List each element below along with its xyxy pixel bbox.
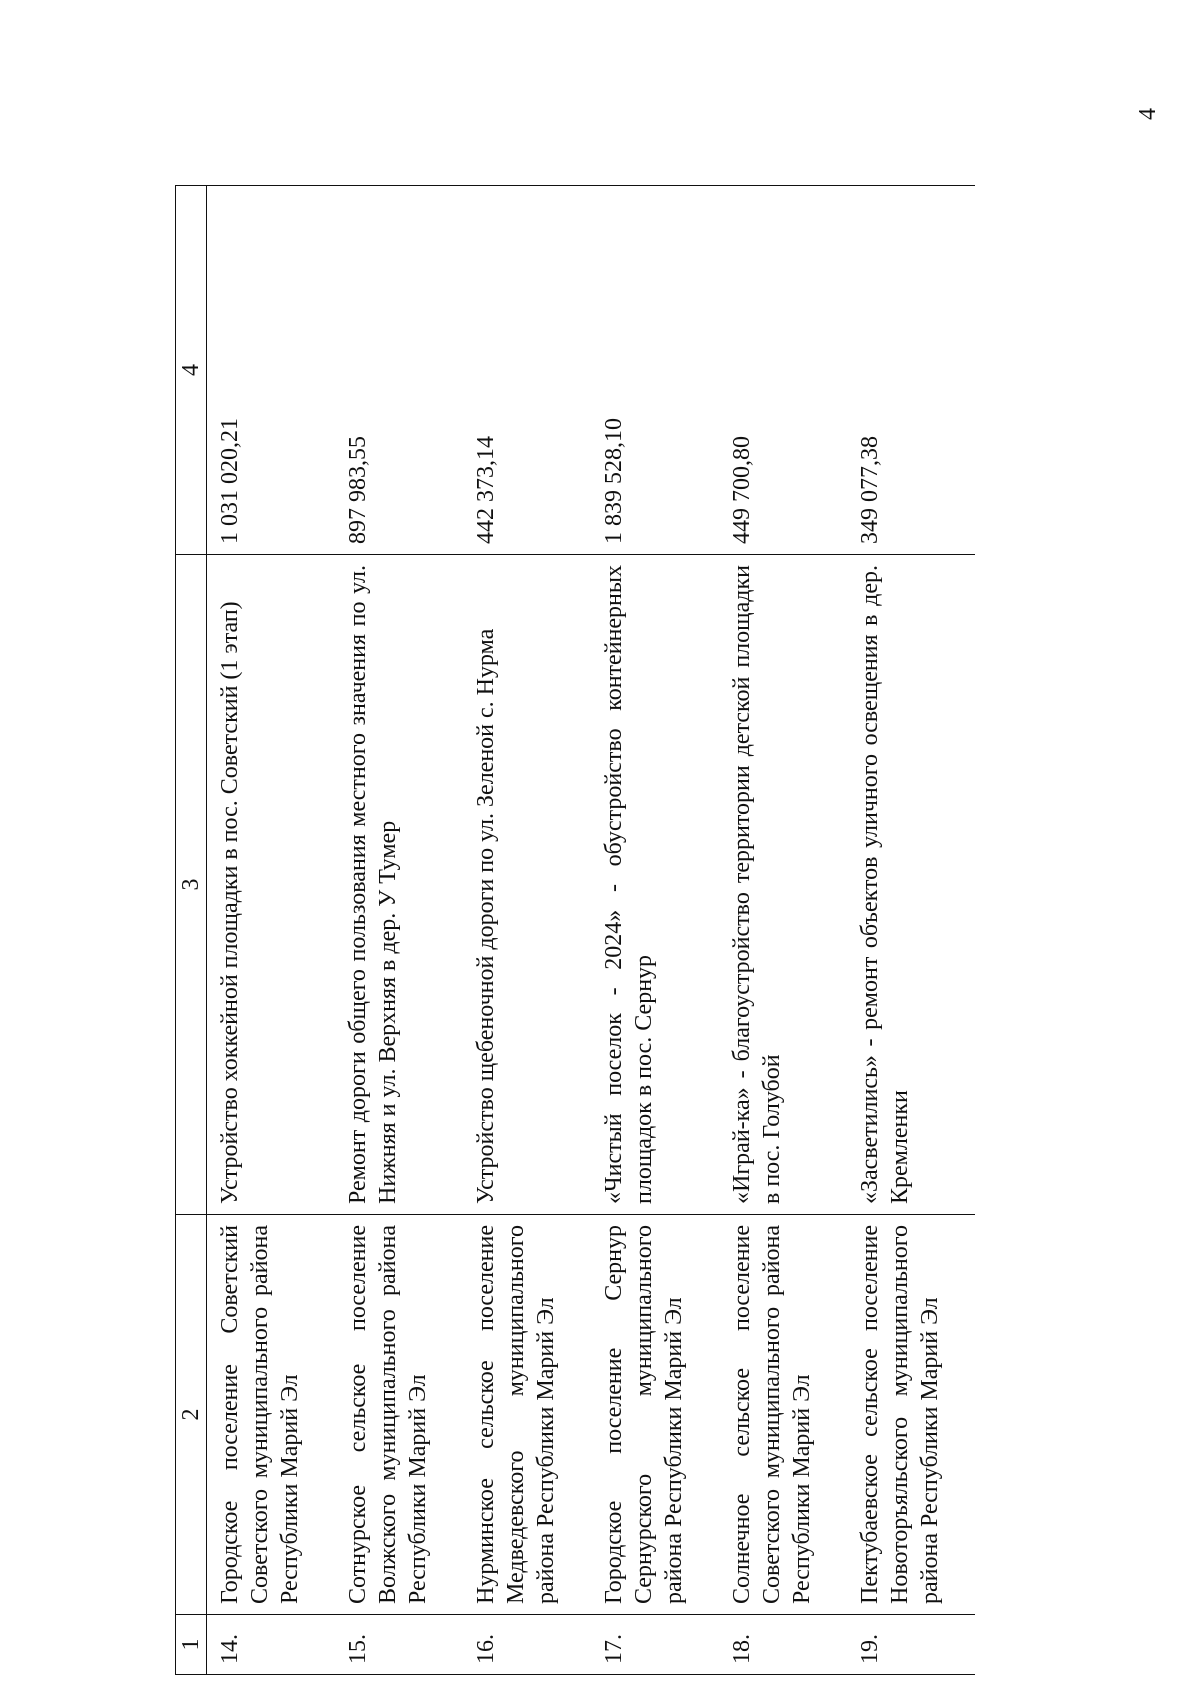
row-number: 17. bbox=[591, 1615, 719, 1675]
amount-cell: 1 031 020,21 bbox=[207, 186, 336, 555]
rotated-table-container bbox=[175, 185, 1015, 1675]
column-header-1: 1 bbox=[176, 1615, 207, 1675]
table-row bbox=[207, 186, 336, 1675]
row-number: 16. bbox=[463, 1615, 591, 1675]
amount-cell: 349 077,38 bbox=[847, 186, 975, 555]
row-number: 18. bbox=[719, 1615, 847, 1675]
table-header-row bbox=[176, 186, 207, 1675]
page-number: 4 bbox=[1135, 108, 1161, 120]
project-cell: Устройство щебеночной дороги по ул. Зеленой с. Нурма bbox=[463, 555, 591, 1215]
amount-cell: 449 700,80 bbox=[719, 186, 847, 555]
municipality-cell: Пектубаевское сельское поселение Новоторъяльского муниципального района Республики Марий Эл bbox=[847, 1215, 975, 1615]
table-row bbox=[847, 186, 975, 1675]
grants-table bbox=[175, 185, 975, 1675]
row-number: 19. bbox=[847, 1615, 975, 1675]
project-cell: Устройство хоккейной площадки в пос. Советский (1 этап) bbox=[207, 555, 336, 1215]
table-row bbox=[591, 186, 719, 1675]
table-row bbox=[335, 186, 463, 1675]
table-row bbox=[463, 186, 591, 1675]
municipality-cell: Городское поселение Советский Советского муниципального района Республики Марий Эл bbox=[207, 1215, 336, 1615]
municipality-cell: Нурминское сельское поселение Медведевского муниципального района Республики Марий Эл bbox=[463, 1215, 591, 1615]
project-cell: «Играй-ка» - благоустройство территории детской площадки в пос. Голубой bbox=[719, 555, 847, 1215]
amount-cell: 1 839 528,10 bbox=[591, 186, 719, 555]
column-header-3: 3 bbox=[176, 555, 207, 1215]
column-header-4: 4 bbox=[176, 186, 207, 555]
amount-cell: 442 373,14 bbox=[463, 186, 591, 555]
municipality-cell: Сотнурское сельское поселение Волжского муниципального района Республики Марий Эл bbox=[335, 1215, 463, 1615]
column-header-2: 2 bbox=[176, 1215, 207, 1615]
amount-cell: 897 983,55 bbox=[335, 186, 463, 555]
row-number: 15. bbox=[335, 1615, 463, 1675]
row-number: 14. bbox=[207, 1615, 336, 1675]
table-row bbox=[719, 186, 847, 1675]
municipality-cell: Солнечное сельское поселение Советского муниципального района Республики Марий Эл bbox=[719, 1215, 847, 1615]
project-cell: «Чистый поселок - 2024» - обустройство контейнерных площадок в пос. Сернур bbox=[591, 555, 719, 1215]
project-cell: «Засветились» - ремонт объектов уличного освещения в дер. Кремленки bbox=[847, 555, 975, 1215]
project-cell: Ремонт дороги общего пользования местного значения по ул. Нижняя и ул. Верхняя в дер. У Тумер bbox=[335, 555, 463, 1215]
municipality-cell: Городское поселение Сернур Сернурского муниципального района Республики Марий Эл bbox=[591, 1215, 719, 1615]
